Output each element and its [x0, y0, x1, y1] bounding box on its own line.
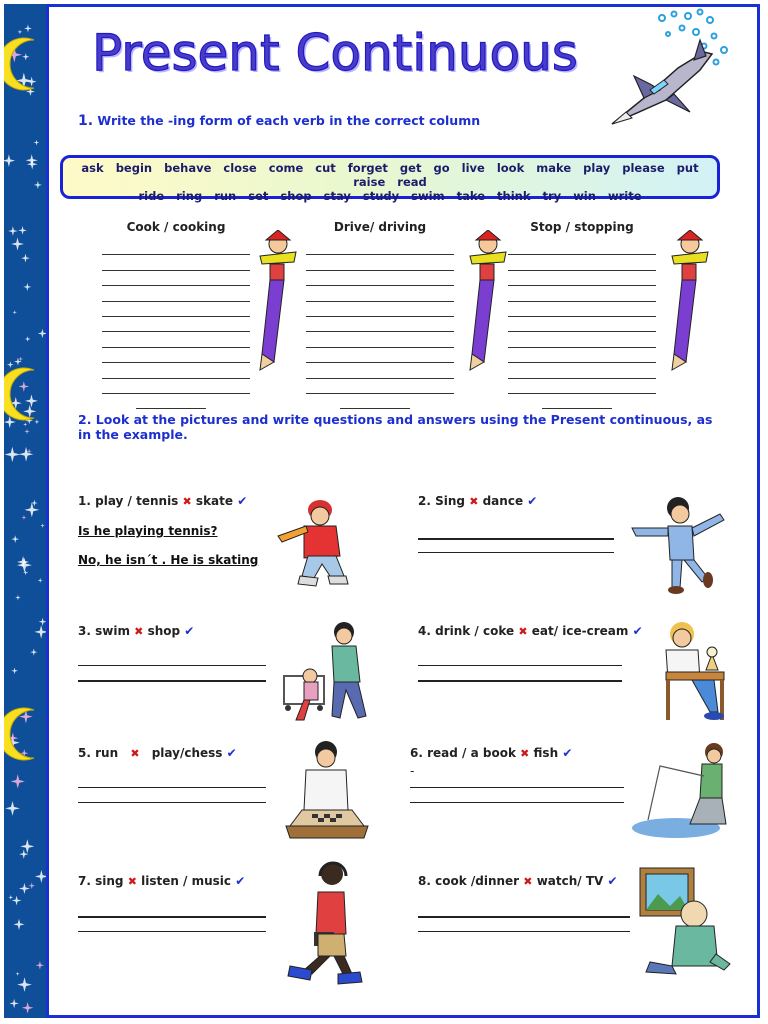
answer-line[interactable]	[102, 286, 250, 301]
task-5	[78, 746, 237, 760]
cross-icon: ✖	[127, 875, 137, 888]
verb-word: put	[676, 161, 699, 175]
cross-icon: ✖	[518, 625, 528, 638]
check-icon: ✔	[226, 746, 237, 760]
boy-skating-icon	[274, 496, 358, 592]
answer-line[interactable]	[306, 255, 454, 270]
column-heading: Cook / cooking	[126, 220, 226, 234]
task-number: 6.	[410, 746, 423, 760]
example-answer: No, he isn´t . He is skating	[78, 553, 259, 567]
verb-word: forget	[347, 161, 388, 175]
task-wrong: sing	[95, 874, 124, 888]
cross-icon: ✖	[523, 875, 533, 888]
answer-line[interactable]	[78, 931, 266, 932]
answer-line[interactable]	[508, 332, 656, 347]
verb-word: set	[248, 189, 269, 203]
answer-line[interactable]	[78, 802, 266, 803]
answer-line[interactable]	[418, 680, 622, 682]
check-icon: ✔	[607, 874, 618, 888]
task-wrong: play / tennis	[95, 494, 179, 508]
answer-line[interactable]	[102, 240, 250, 255]
answer-line[interactable]	[78, 916, 266, 918]
answer-line[interactable]	[102, 317, 250, 332]
verb-word: raise	[353, 175, 386, 189]
task-right: skate	[195, 494, 234, 508]
answer-line[interactable]	[78, 787, 266, 788]
answer-line[interactable]	[508, 286, 656, 301]
answer-lines[interactable]	[96, 240, 256, 409]
check-icon: ✔	[562, 746, 573, 760]
answer-line[interactable]	[102, 363, 250, 378]
answer-line[interactable]	[102, 255, 250, 270]
boy-dancing-icon	[630, 494, 726, 596]
man-shopping-trolley-icon	[274, 620, 374, 728]
dash-mark: -	[410, 764, 415, 778]
answer-line[interactable]	[136, 394, 206, 409]
verb-list-row-2	[63, 189, 717, 203]
answer-line[interactable]	[306, 363, 454, 378]
cross-icon: ✖	[520, 747, 530, 760]
check-icon: ✔	[527, 494, 538, 508]
task-number: 1.	[78, 494, 91, 508]
exercise1-number: 1.	[78, 113, 94, 129]
answer-line[interactable]	[306, 271, 454, 286]
column-stop	[502, 220, 662, 409]
answer-line[interactable]	[508, 271, 656, 286]
answer-line[interactable]	[78, 665, 266, 666]
task-right: dance	[482, 494, 524, 508]
answer-line[interactable]	[508, 240, 656, 255]
boy-fishing-icon	[630, 740, 728, 840]
task-2	[418, 494, 537, 508]
answer-line[interactable]	[418, 665, 622, 666]
answer-line[interactable]	[102, 348, 250, 363]
answer-line[interactable]	[102, 302, 250, 317]
example-question: Is he playing tennis?	[78, 524, 218, 538]
jet-plane-icon	[604, 6, 738, 130]
verb-word: behave	[164, 161, 212, 175]
column-heading: Stop / stopping	[530, 220, 634, 234]
verb-word: get	[399, 161, 422, 175]
page-title: Present Continuous	[92, 24, 578, 82]
verb-word: please	[622, 161, 665, 175]
answer-line[interactable]	[306, 317, 454, 332]
cross-icon: ✖	[130, 747, 140, 760]
task-4	[418, 624, 643, 638]
answer-line[interactable]	[410, 802, 624, 803]
verb-word: ride	[138, 189, 165, 203]
task-number: 5.	[78, 746, 91, 760]
cross-icon: ✖	[134, 625, 144, 638]
verb-word: try	[542, 189, 562, 203]
answer-line[interactable]	[102, 271, 250, 286]
check-icon: ✔	[632, 624, 643, 638]
verb-word: ask	[81, 161, 104, 175]
answer-line[interactable]	[418, 931, 630, 932]
answer-line[interactable]	[306, 286, 454, 301]
check-icon: ✔	[184, 624, 195, 638]
verb-word: win	[573, 189, 596, 203]
task-8	[418, 874, 618, 888]
task-number: 2.	[418, 494, 431, 508]
answer-line[interactable]	[418, 552, 614, 553]
answer-line[interactable]	[418, 538, 614, 540]
verb-word: study	[362, 189, 400, 203]
cross-icon: ✖	[469, 495, 479, 508]
verb-word: read	[397, 175, 427, 189]
task-1	[78, 494, 247, 508]
task-right: eat/ ice-cream	[531, 624, 629, 638]
task-7	[78, 874, 245, 888]
check-icon: ✔	[237, 494, 248, 508]
answer-line[interactable]	[78, 680, 266, 682]
verb-word: take	[456, 189, 485, 203]
answer-line[interactable]	[508, 317, 656, 332]
task-wrong: Sing	[435, 494, 465, 508]
answer-line[interactable]	[508, 363, 656, 378]
answer-line[interactable]	[102, 332, 250, 347]
task-number: 7.	[78, 874, 91, 888]
verb-word: make	[536, 161, 572, 175]
verb-word: think	[497, 189, 531, 203]
verb-word: come	[268, 161, 304, 175]
verb-word: write	[607, 189, 642, 203]
task-right: fish	[533, 746, 559, 760]
task-3	[78, 624, 194, 638]
verb-word: stay	[323, 189, 351, 203]
task-number: 8.	[418, 874, 431, 888]
answer-line[interactable]	[102, 379, 250, 394]
verb-word: play	[583, 161, 611, 175]
verb-word: cut	[315, 161, 336, 175]
task-number: 3.	[78, 624, 91, 638]
column-drive	[300, 220, 460, 409]
verb-word: begin	[115, 161, 153, 175]
verb-word: look	[496, 161, 525, 175]
task-number: 4.	[418, 624, 431, 638]
task-right: listen / music	[141, 874, 232, 888]
check-icon: ✔	[235, 874, 246, 888]
answer-line[interactable]	[508, 255, 656, 270]
verb-list-row-1	[63, 161, 717, 189]
clown-pencil-icon	[664, 230, 714, 372]
answer-line[interactable]	[306, 332, 454, 347]
answer-line[interactable]	[542, 394, 612, 409]
answer-line[interactable]	[306, 240, 454, 255]
answer-line[interactable]	[508, 379, 656, 394]
verb-word: run	[214, 189, 237, 203]
verb-word: live	[461, 161, 485, 175]
stars-and-moons-icon	[4, 4, 48, 1018]
boy-watching-tv-icon	[636, 866, 736, 984]
task-wrong: drink / coke	[435, 624, 515, 638]
verb-list-box	[60, 155, 720, 203]
column-heading: Drive/ driving	[333, 220, 427, 234]
task-wrong: run	[95, 746, 119, 760]
verb-word: ring	[176, 189, 203, 203]
star-border-decoration	[4, 4, 48, 1018]
task-6	[410, 746, 572, 760]
answer-lines[interactable]	[300, 240, 460, 409]
column-cook	[96, 220, 256, 409]
exercise1-text: Write the -ing form of each verb in the correct column	[97, 113, 481, 128]
boy-listening-music-icon	[282, 858, 364, 988]
clown-pencil-icon	[252, 230, 302, 372]
task-right: play/chess	[151, 746, 223, 760]
answer-line[interactable]	[418, 916, 630, 918]
cross-icon: ✖	[182, 495, 192, 508]
task-right: watch/ TV	[536, 874, 604, 888]
verb-word: close	[223, 161, 257, 175]
answer-line[interactable]	[306, 379, 454, 394]
girl-eating-ice-cream-icon	[652, 620, 736, 726]
answer-line[interactable]	[508, 302, 656, 317]
exercise1-instruction	[78, 113, 480, 129]
answer-line[interactable]	[306, 348, 454, 363]
verb-word: go	[433, 161, 450, 175]
exercise2-instruction: 2. Look at the pictures and write questions and answers using the Present continuous, as in the example.	[78, 412, 713, 442]
clown-pencil-icon	[462, 230, 512, 372]
verb-word: shop	[280, 189, 312, 203]
answer-line[interactable]	[410, 787, 624, 788]
task-wrong: read / a book	[427, 746, 516, 760]
man-playing-chess-icon	[282, 740, 372, 842]
answer-line[interactable]	[508, 348, 656, 363]
verb-word: swim	[411, 189, 445, 203]
answer-line[interactable]	[306, 302, 454, 317]
task-right: shop	[147, 624, 181, 638]
task-wrong: cook /dinner	[435, 874, 520, 888]
answer-lines[interactable]	[502, 240, 662, 409]
answer-line[interactable]	[340, 394, 410, 409]
task-wrong: swim	[95, 624, 130, 638]
